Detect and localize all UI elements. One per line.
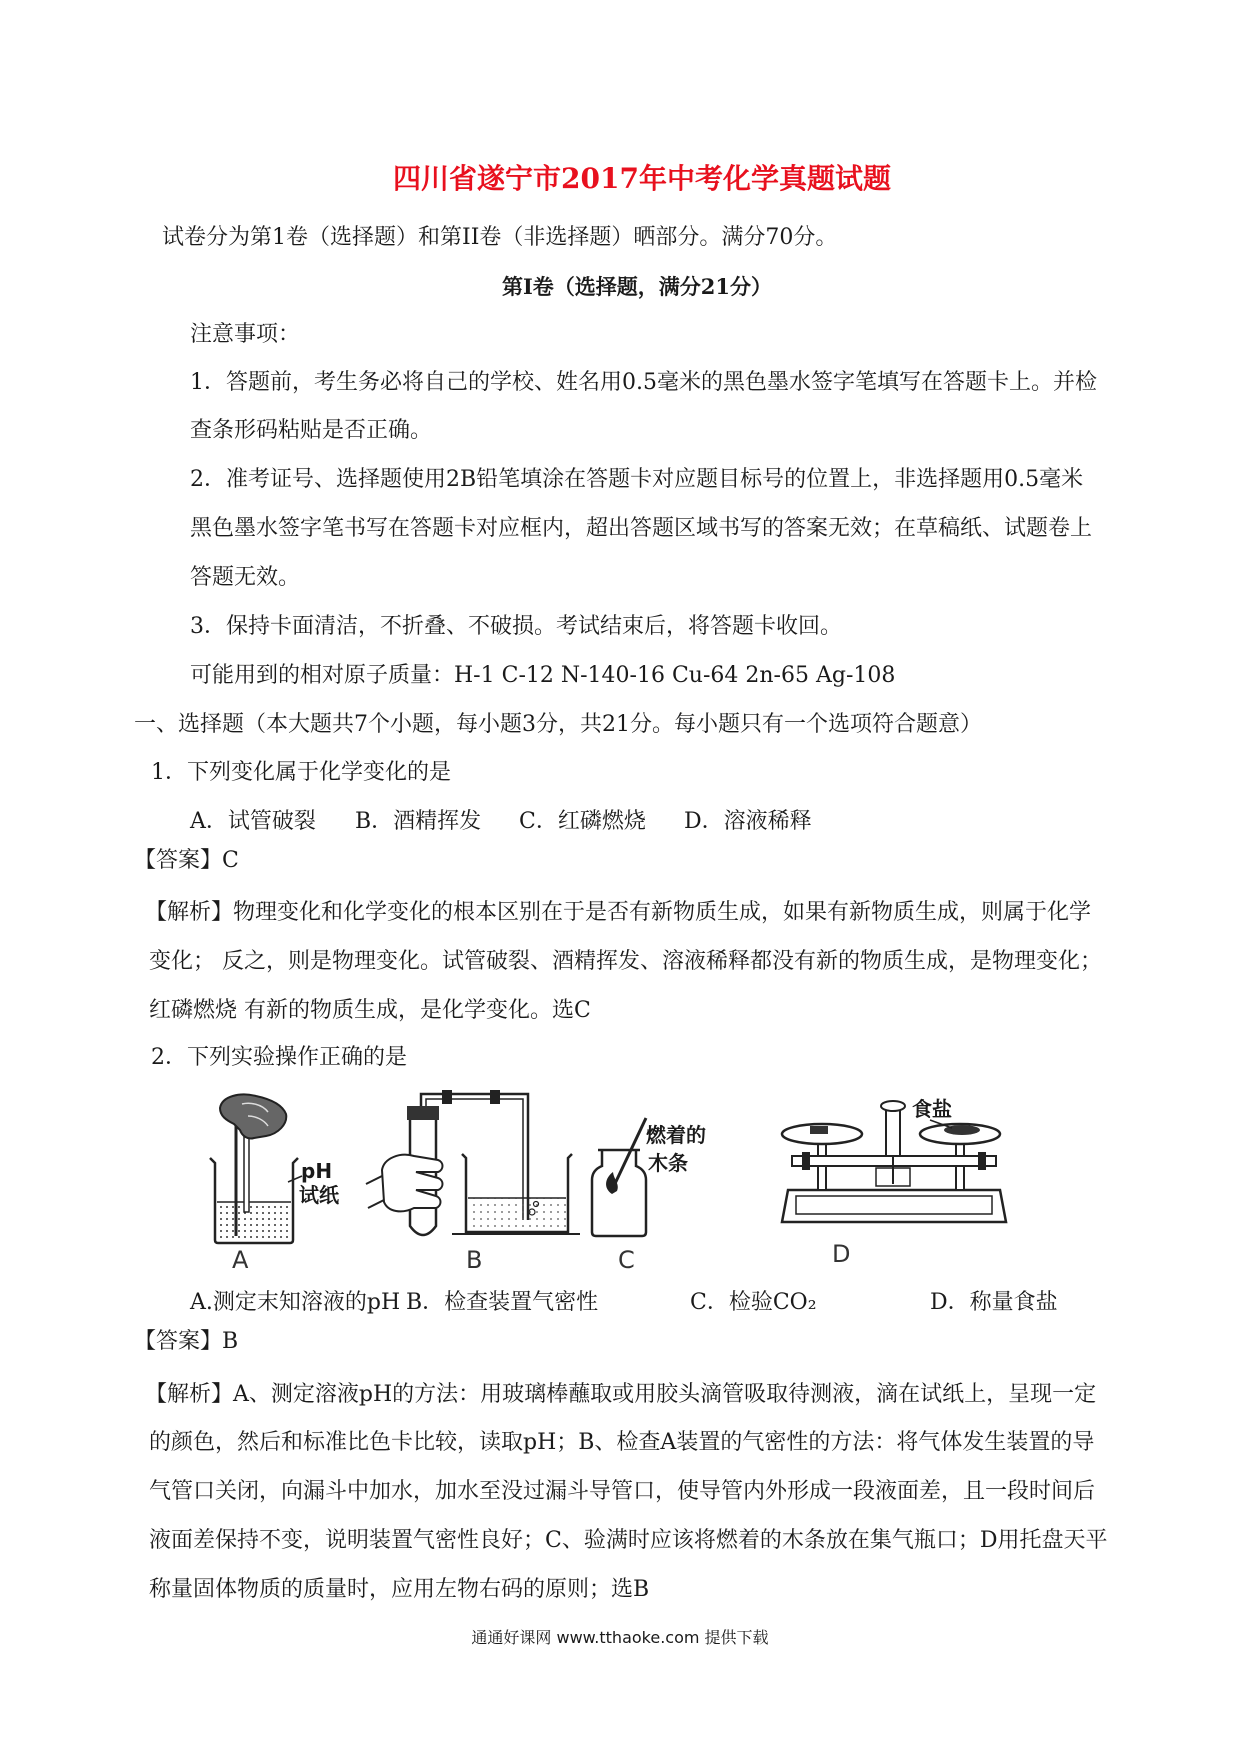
question-1-analysis-line: 变化； 反之，则是物理变化。试管破裂、酒精挥发、溶液稀释都没有新的物质生成，是物理变化； [149, 949, 1102, 974]
question-1-option-c: C．红磷燃烧 [519, 809, 646, 834]
rubber-connector [442, 1090, 452, 1104]
center-post [886, 1110, 900, 1156]
question-2-stem: 2．下列实验操作正确的是 [151, 1045, 407, 1070]
question-2-analysis-line: 气管口关闭，向漏斗中加水，加水至没过漏斗导管口，使导管内外形成一段液面差，且一段时间后 [149, 1479, 1096, 1504]
question-2-analysis-line: 液面差保持不变，说明装置气密性良好；C、验满时应该将燃着的木条放在集气瓶口；D用托盘天平 [149, 1528, 1108, 1553]
question-2-answer: 【答案】B [134, 1329, 239, 1354]
ph-annotation: pH [301, 1159, 333, 1183]
question-2-option-d: D．称量食盐 [930, 1290, 1058, 1315]
wrist [366, 1176, 384, 1208]
figure-label-a: A [232, 1246, 249, 1274]
gas-bottle [592, 1150, 646, 1236]
hand [382, 1155, 443, 1212]
page-footer: 通通好课网 www.tthaoke.com 提供下载 [471, 1628, 769, 1647]
figure-label-b: B [466, 1246, 483, 1274]
question-2-analysis-line: 称量固体物质的质量时，应用左物右码的原则；选B [149, 1577, 650, 1602]
question-2-option-b: B．检查装置气密性 [406, 1290, 599, 1315]
balance-nut [802, 1152, 810, 1170]
question-2-analysis-line: 【解析】A、测定溶液pH的方法：用玻璃棒蘸取或用胶头滴管吸取待测液，滴在试纸上，呈现一定 [145, 1382, 1097, 1407]
test-paper-annotation: 试纸 [299, 1183, 339, 1207]
apparatus-a [210, 1095, 340, 1275]
question-1-analysis-line: 红磷燃烧 有新的物质生成，是化学变化。选C [149, 998, 591, 1023]
notice-line: 1．答题前，考生务必将自己的学校、姓名用0.5毫米的黑色墨水签字笔填写在答题卡上。并检 [190, 370, 1097, 395]
question-2-option-a: A.测定末知溶液的pH [190, 1290, 401, 1315]
figure-label-c: C [618, 1246, 635, 1274]
wooden-splint [612, 1118, 646, 1190]
question-2-option-c: C．检验CO₂ [690, 1290, 817, 1315]
question-1-analysis-line: 【解析】物理变化和化学变化的根本区别在于是否有新物质生成，如果有新物质生成，则属于化学 [145, 900, 1092, 925]
part-heading: 一、选择题（本大题共7个小题，每小题3分，共21分。每小题只有一个选项符合题意） [134, 712, 982, 737]
notice-line: 3．保持卡面清洁，不折叠、不破损。考试结束后，将答题卡收回。 [190, 614, 842, 639]
notice-line: 查条形码粘贴是否正确。 [190, 418, 433, 443]
beaker-water [468, 1198, 566, 1231]
figure-label-d: D [832, 1240, 851, 1268]
rubber-stopper [407, 1106, 439, 1120]
atomic-mass-line: 可能用到的相对原子质量：H-1 C-12 N-140-16 Cu-64 2n-65 Ag-108 [190, 663, 896, 688]
balance-base [782, 1190, 1006, 1222]
notice-line: 2．准考证号、选择题使用2B铅笔填涂在答题卡对应题目标号的位置上，非选择题用0.5毫米 [190, 467, 1084, 492]
salt-annotation: 食盐 [912, 1097, 952, 1121]
rubber-connector [490, 1090, 500, 1104]
question-1-option-a: A．试管破裂 [190, 809, 316, 834]
page-title: 四川省遂宁市2017年中考化学真题试题 [393, 162, 891, 195]
question-1-option-d: D．溶液稀释 [684, 809, 812, 834]
balance-nut [978, 1152, 986, 1170]
beaker-liquid [217, 1202, 291, 1241]
notice-heading: 注意事项： [190, 322, 301, 347]
apparatus-b [366, 1090, 580, 1274]
question-1-stem: 1．下列变化属于化学变化的是 [151, 760, 451, 785]
exam-intro: 试卷分为第1卷（选择题）和第II卷（非选择题）晒部分。满分70分。 [162, 225, 838, 250]
notice-line: 黑色墨水签字笔书写在答题卡对应框内，超出答题区域书写的答案无效；在草稿纸、试题卷上 [190, 516, 1093, 541]
splint-annotation: 木条 [648, 1151, 688, 1175]
flame [606, 1172, 618, 1194]
apparatus-d [782, 1097, 1006, 1268]
question-2-analysis-line: 的颜色，然后和标准比色卡比较，读取pH；B、检查A装置的气密性的方法：将气体发生装置的导 [149, 1430, 1095, 1455]
notice-line: 答题无效。 [190, 565, 301, 590]
burning-annotation: 燃着的 [646, 1123, 706, 1147]
ph-leader-line [288, 1176, 302, 1182]
apparatus-c [592, 1118, 706, 1274]
question-1-option-b: B．酒精挥发 [355, 809, 482, 834]
question-1-answer: 【答案】C [134, 848, 239, 873]
center-post-top [881, 1101, 905, 1111]
weight [810, 1126, 828, 1134]
section-heading: 第I卷（选择题，满分21分） [501, 274, 773, 299]
question-2-figure [170, 1090, 1050, 1280]
